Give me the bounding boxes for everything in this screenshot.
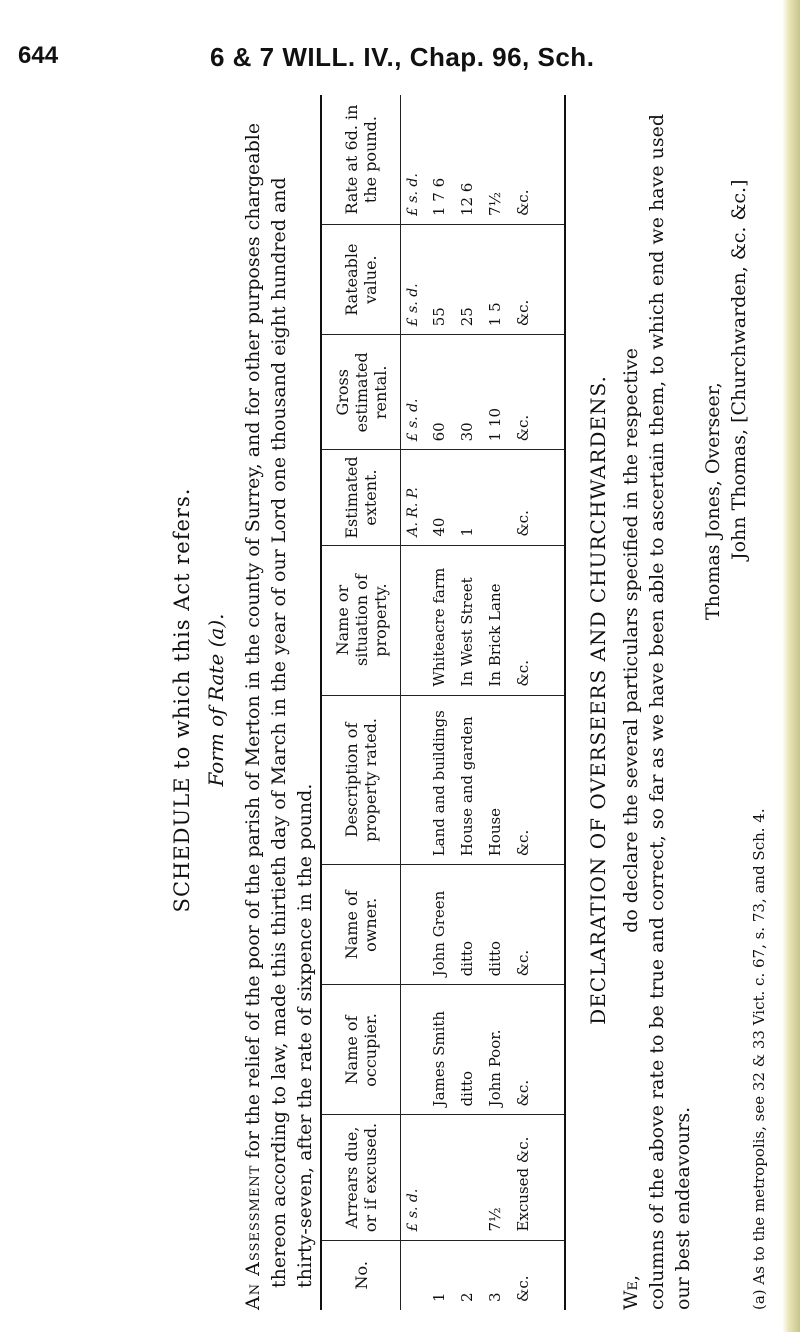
intro-lead: An Assessment [242,1164,264,1310]
form-title: Form of Rate (a). [204,613,228,787]
table-cell: ditto [458,1070,476,1107]
table-cell: &c. [514,949,532,977]
footnote: (a) As to the metropolis, see 32 & 33 Vict. c. 67, s. 73, and Sch. 4. [750,808,768,1310]
column-header: Arrears due, or if excused. [322,1115,401,1239]
table-column [322,695,564,865]
signature-overseer: Thomas Jones, Overseer, [702,382,724,620]
assessment-intro [240,90,318,1310]
table-cell: 1 [458,527,476,537]
intro-line-3: thirty-seven, after the rate of sixpence in the pound. [294,783,316,1288]
table-column [322,1240,564,1310]
table-cell: 3 [486,1292,504,1302]
table-column [322,1114,564,1239]
table-cell [453,1115,481,1239]
table-cell: House [486,807,504,857]
table-cell: &c. [514,1275,532,1302]
column-units: £ s. d. [405,398,421,442]
column-header: Rate at 6d. in the pound. [322,95,401,224]
column-units: £ s. d. [405,283,421,327]
table-cell: 1 [430,1292,448,1302]
table-cell: 1 7 6 [430,177,448,217]
table-column [322,334,564,449]
column-header: Name of occupier. [322,985,401,1114]
table-cell: 60 [430,422,448,442]
table-cell: 1 5 [486,302,504,327]
table-cell: John Poor. [486,1029,504,1107]
table-cell: In Brick Lane [486,583,504,687]
page-header [0,42,800,82]
table-cell: Excused &c. [514,1136,532,1232]
schedule-heading: SCHEDULE to which this Act refers. [170,487,194,913]
table-column [322,984,564,1114]
table-cell: 7½ [486,191,504,217]
column-header: Name of owner. [322,865,401,984]
running-head: 6 & 7 WILL. IV., Chap. 96, Sch. [210,42,595,72]
table-cell: &c. [514,829,532,857]
declaration-line-1: do declare the several particulars specified in the respective [620,347,642,933]
column-units [401,546,425,695]
table-cell: 12 6 [458,182,476,217]
table-column [322,545,564,695]
signatures [700,179,752,620]
table-cell: Whiteacre farm [430,567,448,687]
table-cell: 2 [458,1292,476,1302]
table-cell: 7½ [486,1207,504,1232]
column-units [401,1241,425,1310]
declaration-line-2: columns of the above rate to be true and correct, so far as we have been able to ascertain them, to which end we have used [646,113,668,1310]
intro-line-2: thereon according to law, made this thirtieth day of March in the year of our Lord one thousand eight hundred and [268,177,290,1288]
table-cell [425,1115,453,1239]
table-cell [481,450,509,544]
table-cell: 30 [458,422,476,442]
column-units: £ s. d. [405,1188,421,1232]
table-column [322,449,564,544]
table-cell: &c. [514,510,532,537]
table-cell: In West Street [458,577,476,687]
table-column [322,864,564,984]
table-cell: 1 10 [486,407,504,442]
page-edge-shadow [782,0,800,1332]
declaration-we: We, [620,1274,642,1310]
table-cell: &c. [514,1079,532,1107]
page-number: 644 [18,42,59,69]
table-cell: &c. [514,414,532,442]
column-units: £ s. d. [405,173,421,217]
rotated-content [170,80,775,1320]
column-header: Description of property rated. [322,696,401,865]
column-header: No. [322,1241,401,1310]
column-header: Name or situation of property. [322,546,401,695]
table-cell: &c. [514,189,532,217]
table-cell: &c. [514,299,532,327]
column-header: Estimated extent. [322,450,401,544]
table-cell: &c. [514,660,532,687]
column-header: Gross estimated rental. [322,335,401,449]
table-cell: House and garden [458,716,476,857]
declaration-body [618,90,696,1310]
table-cell: 55 [430,307,448,327]
declaration-line-3: our best endeavours. [672,1106,694,1310]
column-units: A. R. P. [405,487,421,537]
table-cell: ditto [486,940,504,977]
table-cell: ditto [458,940,476,977]
table-column [322,224,564,334]
table-cell: 40 [430,517,448,537]
column-header: Rateable value. [322,225,401,334]
table-column [322,95,564,224]
table-cell: 25 [458,307,476,327]
signature-churchwarden: John Thomas, [Churchwarden, &c. &c.] [728,179,750,560]
table-cell: Land and buildings [430,710,448,857]
column-units [401,696,425,865]
table-cell: James Smith [430,1010,448,1107]
column-units [401,985,425,1114]
rate-table [320,95,566,1310]
intro-line-1: for the relief of the poor of the parish of Merton in the county of Surrey, and for other purposes chargeable [242,122,264,1159]
declaration-title: DECLARATION OF OVERSEERS AND CHURCHWARDENS. [586,375,610,1025]
table-cell: John Green [430,890,448,977]
column-units [401,865,425,984]
